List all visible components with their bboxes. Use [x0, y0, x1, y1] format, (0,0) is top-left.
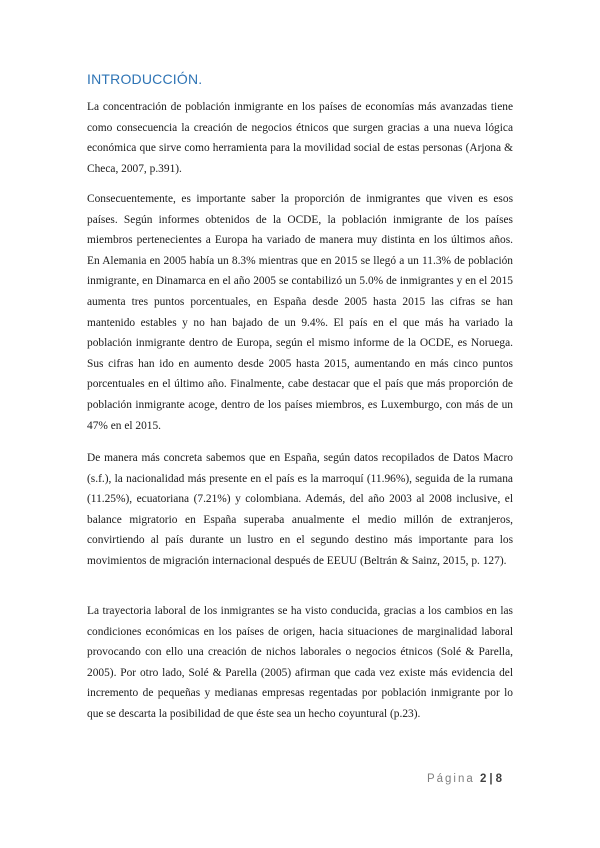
paragraph-2: Consecuentemente, es importante saber la proporción de inmigrantes que viven es esos países. Según informes obtenidos de la OCDE, la población inmigrante de los países miembros pertenecientes a Europa ha variado de manera muy distinta en los últimos años. En Alemania en 2005 había un 8.3% mientras que en 2015 se llegó a un 11.3% de población inmigrante, en Dinamarca en el año 2005 se contabilizó un 5.0% de inmigrantes y en el 2015 aumenta tres puntos porcentuales, en España desde 2005 hasta 2015 las cifras se han mantenido estables y no han bajado de un 9.4%. El país en el que más ha variado la población inmigrante dentro de Europa, según el mismo informe de la OCDE, es Noruega. Sus cifras han ido en aumento desde 2005 hasta 2015, aumentando en más cinco puntos porcentuales en el último año. Finalmente, cabe destacar que el país que más proporción de población inmigrante acoge, dentro de los países miembros, es Luxemburgo, con más de un 47% en el 2015. [87, 193, 513, 432]
paragraph-4: La trayectoria laboral de los inmigrantes se ha visto conducida, gracias a los cambios en las condiciones económicas en los países de origen, hacia situaciones de marginalidad laboral provocando con ello una creación de nichos laborales o negocios étnicos (Solé & Parella, 2005). Por otro lado, Solé & Parella (2005) afirman que cada vez existe más evidencia del incremento de pequeñas y medianas empresas regentadas por población inmigrante por lo que se descarta la posibilidad de que éste sea un hecho coyuntural (p.23). [87, 605, 513, 720]
page-separator: | [489, 773, 493, 785]
section-heading: INTRODUCCIÓN. [87, 71, 203, 87]
page-label: Página [426, 773, 475, 785]
paragraph-3: De manera más concreta sabemos que en España, según datos recopilados de Datos Macro (s.f.), la nacionalidad más presente en el país es la marroquí (11.96%), seguida de la rumana (11.25%), ecuatoriana (7.21%) y colombiana. Además, del año 2003 al 2008 inclusive, el balance migratorio en España superaba anualmente el medio millón de extranjeros, convirtiendo al país durante un lustro en el segundo destino más importante para los movimientos de migración internacional después de EEUU (Beltrán & Sainz, 2015, p. 127). [87, 452, 513, 567]
paragraph-1: La concentración de población inmigrante en los países de economías más avanzadas tiene como consecuencia la creación de negocios étnicos que surgen gracias a una nueva lógica económica que sirve como herramienta para la movilidad social de estas personas (Arjona & Checa, 2007, p.391). [87, 101, 513, 175]
page-total: 8 [495, 773, 502, 785]
page-current: 2 [479, 773, 487, 785]
page-footer [427, 773, 502, 785]
